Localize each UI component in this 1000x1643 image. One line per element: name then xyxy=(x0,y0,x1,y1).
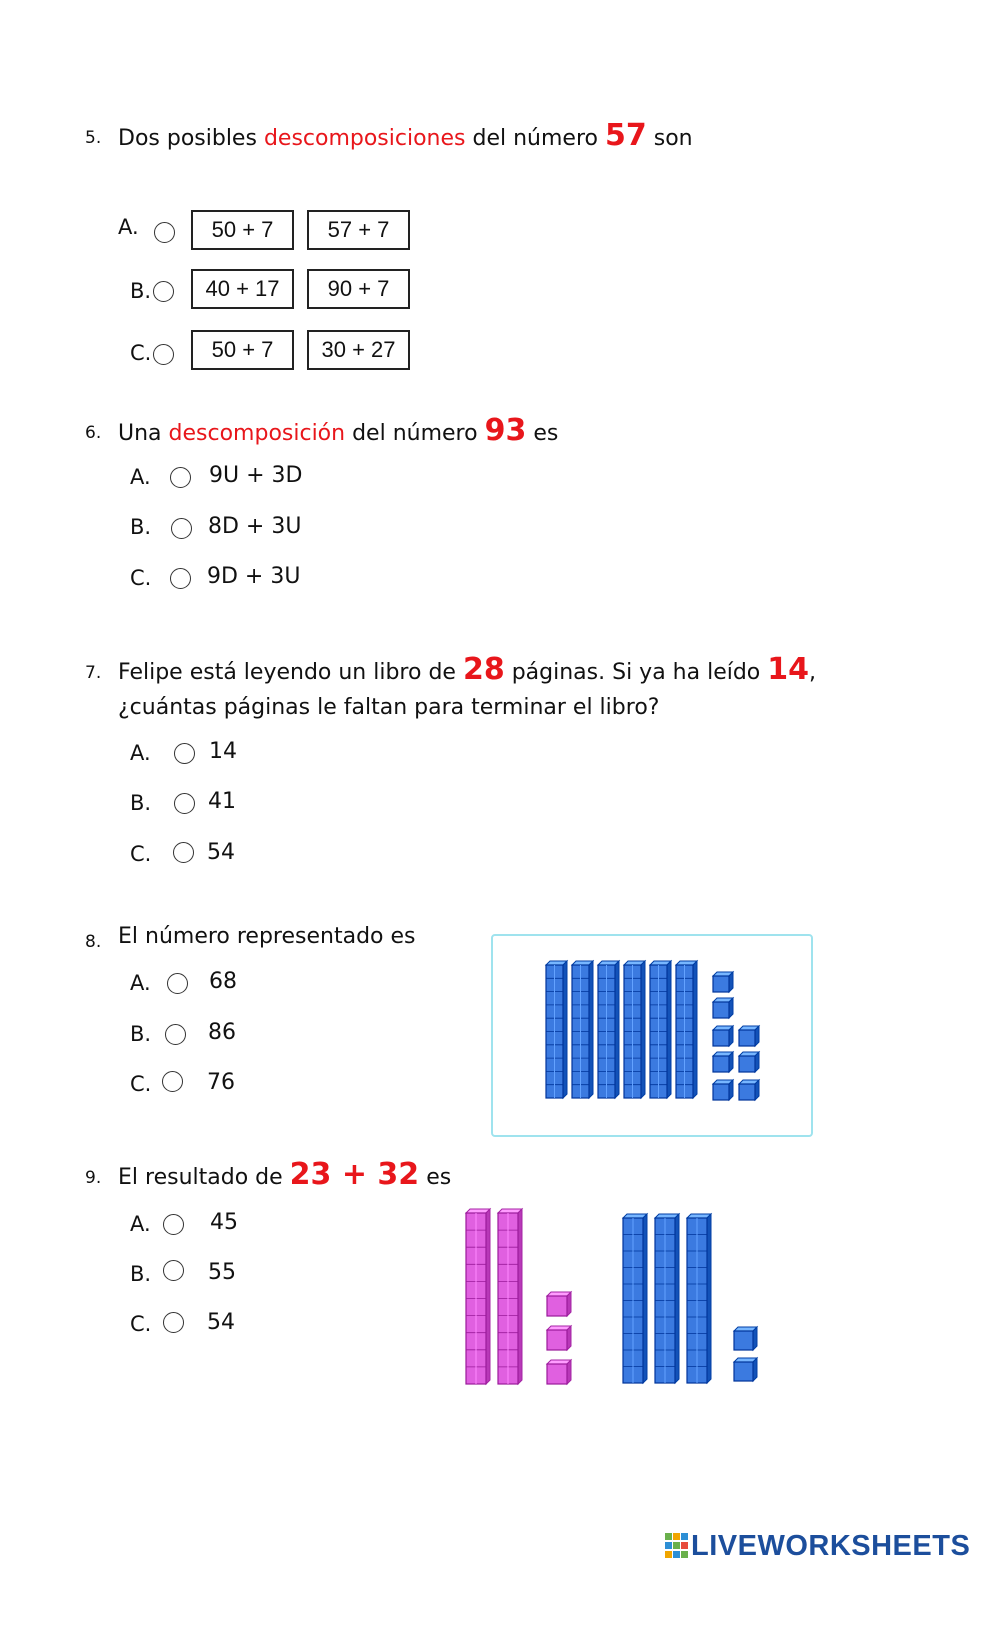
option-letter: A. xyxy=(130,971,151,995)
option-letter: B. xyxy=(130,1022,152,1046)
answer-box: 50 + 7 xyxy=(191,330,294,370)
unit-cube xyxy=(547,1360,571,1384)
ten-rod xyxy=(655,1214,679,1383)
unit-cube xyxy=(713,1080,733,1100)
question-text: Dos posibles descomposiciones del número 57 son xyxy=(118,118,693,153)
option-letter: A. xyxy=(130,741,151,765)
option-letter: C. xyxy=(130,842,152,866)
base-ten-blocks xyxy=(491,934,813,1137)
option-letter: B. xyxy=(130,1262,152,1286)
option-text: 54 xyxy=(207,840,235,865)
answer-box: 57 + 7 xyxy=(307,210,410,250)
radio-button[interactable] xyxy=(163,1260,184,1281)
logo-text: LIVEWORKSHEETS xyxy=(691,1529,971,1562)
ten-rod xyxy=(466,1209,490,1384)
highlight-number: 28 xyxy=(462,652,505,687)
question-text-line-2: ¿cuántas páginas le faltan para terminar el libro? xyxy=(118,695,660,720)
highlight-word: descomposiciones xyxy=(263,126,466,151)
question-text: Una descomposición del número 93 es xyxy=(118,413,559,448)
option-text: 86 xyxy=(208,1020,236,1045)
option-text: 55 xyxy=(208,1260,236,1285)
option-letter: A. xyxy=(118,215,139,239)
option-text: 54 xyxy=(207,1310,235,1335)
unit-cube xyxy=(713,1052,733,1072)
option-text: 45 xyxy=(210,1210,238,1235)
ten-rod xyxy=(598,961,619,1098)
ten-rod xyxy=(572,961,593,1098)
radio-button[interactable] xyxy=(171,518,192,539)
question-text: Felipe está leyendo un libro de 28 páginas. Si ya ha leído 14, xyxy=(118,652,817,687)
option-text: 9U + 3D xyxy=(209,463,303,488)
highlight-number: 14 xyxy=(767,652,810,687)
option-letter: B. xyxy=(130,279,152,303)
radio-button[interactable] xyxy=(170,467,191,488)
radio-button[interactable] xyxy=(153,281,174,302)
ten-rod xyxy=(624,961,645,1098)
question-number: 5. xyxy=(85,128,102,148)
ten-rod xyxy=(650,961,671,1098)
liveworksheets-logo xyxy=(665,1530,970,1562)
option-letter: C. xyxy=(130,566,152,590)
ten-rod xyxy=(546,961,567,1098)
base-ten-blocks-pink xyxy=(460,1200,580,1395)
ten-rod xyxy=(498,1209,522,1384)
question-number: 9. xyxy=(85,1168,102,1188)
radio-button[interactable] xyxy=(170,568,191,589)
option-letter: C. xyxy=(130,1072,152,1096)
radio-button[interactable] xyxy=(163,1312,184,1333)
base-ten-blocks-blue xyxy=(618,1205,763,1395)
question-text: El número representado es xyxy=(118,924,416,949)
highlight-word: descomposición xyxy=(168,421,346,446)
radio-button[interactable] xyxy=(165,1024,186,1045)
unit-cube xyxy=(739,1080,759,1100)
radio-button[interactable] xyxy=(163,1214,184,1235)
highlight-expression: 23 + 32 xyxy=(289,1157,420,1192)
unit-cube xyxy=(713,1026,733,1046)
unit-cube xyxy=(547,1292,571,1316)
unit-cube xyxy=(734,1358,757,1381)
option-text: 8D + 3U xyxy=(208,514,302,539)
answer-box: 90 + 7 xyxy=(307,269,410,309)
question-number: 7. xyxy=(85,663,102,683)
question-number: 8. xyxy=(85,932,102,952)
unit-cube xyxy=(713,972,733,992)
option-text: 76 xyxy=(207,1070,235,1095)
unit-cube xyxy=(734,1327,757,1350)
answer-box: 50 + 7 xyxy=(191,210,294,250)
unit-cube xyxy=(739,1052,759,1072)
option-letter: C. xyxy=(130,1312,152,1336)
option-letter: B. xyxy=(130,791,152,815)
option-text: 14 xyxy=(209,739,237,764)
option-text: 41 xyxy=(208,789,236,814)
option-letter: A. xyxy=(130,465,151,489)
unit-cube xyxy=(547,1326,571,1350)
radio-button[interactable] xyxy=(174,793,195,814)
radio-button[interactable] xyxy=(162,1071,183,1092)
option-text: 9D + 3U xyxy=(207,564,301,589)
option-letter: C. xyxy=(130,341,152,365)
radio-button[interactable] xyxy=(167,973,188,994)
highlight-number: 57 xyxy=(604,118,647,153)
radio-button[interactable] xyxy=(173,842,194,863)
option-letter: A. xyxy=(130,1212,151,1236)
unit-cube xyxy=(713,998,733,1018)
question-text: El resultado de 23 + 32 es xyxy=(118,1157,452,1192)
option-letter: B. xyxy=(130,515,152,539)
ten-rod xyxy=(687,1214,711,1383)
logo-mark-icon xyxy=(665,1533,689,1559)
highlight-number: 93 xyxy=(484,413,527,448)
ten-rod xyxy=(676,961,697,1098)
radio-button[interactable] xyxy=(174,743,195,764)
answer-box: 40 + 17 xyxy=(191,269,294,309)
unit-cube xyxy=(739,1026,759,1046)
radio-button[interactable] xyxy=(153,344,174,365)
radio-button[interactable] xyxy=(154,222,175,243)
answer-box: 30 + 27 xyxy=(307,330,410,370)
option-text: 68 xyxy=(209,969,237,994)
ten-rod xyxy=(623,1214,647,1383)
question-number: 6. xyxy=(85,423,102,443)
